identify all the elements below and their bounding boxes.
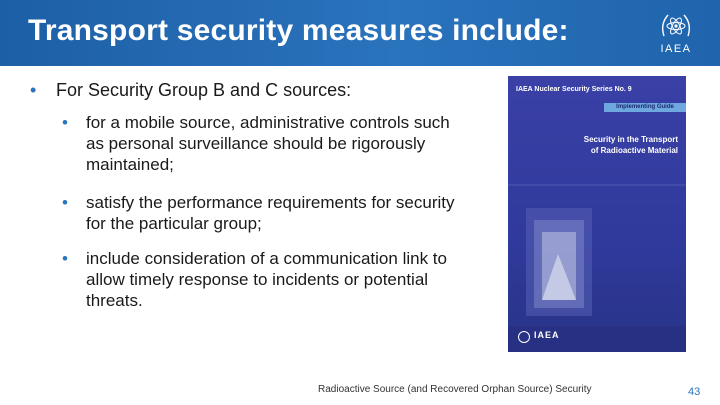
bullet-marker: • — [62, 113, 68, 132]
bullet-main-text: For Security Group B and C sources: — [56, 80, 352, 100]
cover-guide-label: Implementing Guide — [604, 103, 686, 112]
iaea-logo — [656, 10, 696, 58]
page-number: 43 — [688, 386, 701, 398]
logo-label: IAEA — [660, 43, 692, 55]
slide-title: Transport security measures include: — [28, 14, 569, 47]
cover-series: IAEA Nuclear Security Series No. 9 — [516, 86, 632, 93]
title-bar — [0, 0, 720, 66]
iaea-seal-icon — [518, 331, 530, 343]
publication-cover-image — [508, 76, 686, 352]
bullet-marker: • — [30, 80, 37, 100]
cover-footer — [508, 326, 686, 352]
sub-bullet-text: include consideration of a communication link to allow timely response to incidents or potential threats. — [86, 249, 447, 310]
cover-publisher: IAEA — [534, 330, 560, 340]
sub-bullet-text: satisfy the performance requirements for security for the particular group; — [86, 193, 455, 233]
cover-title: Security in the Transport of Radioactive Material — [583, 135, 678, 155]
bullet-marker: • — [62, 193, 68, 212]
slide-footer: Radioactive Source (and Recovered Orphan Source) Security — [318, 384, 592, 395]
bullet-marker: • — [62, 249, 68, 268]
cover-artwork — [508, 76, 686, 352]
iaea-emblem-icon — [656, 10, 696, 44]
sub-bullet-text: for a mobile source, administrative controls such as personal surveillance should be rigorously maintained; — [86, 113, 450, 174]
